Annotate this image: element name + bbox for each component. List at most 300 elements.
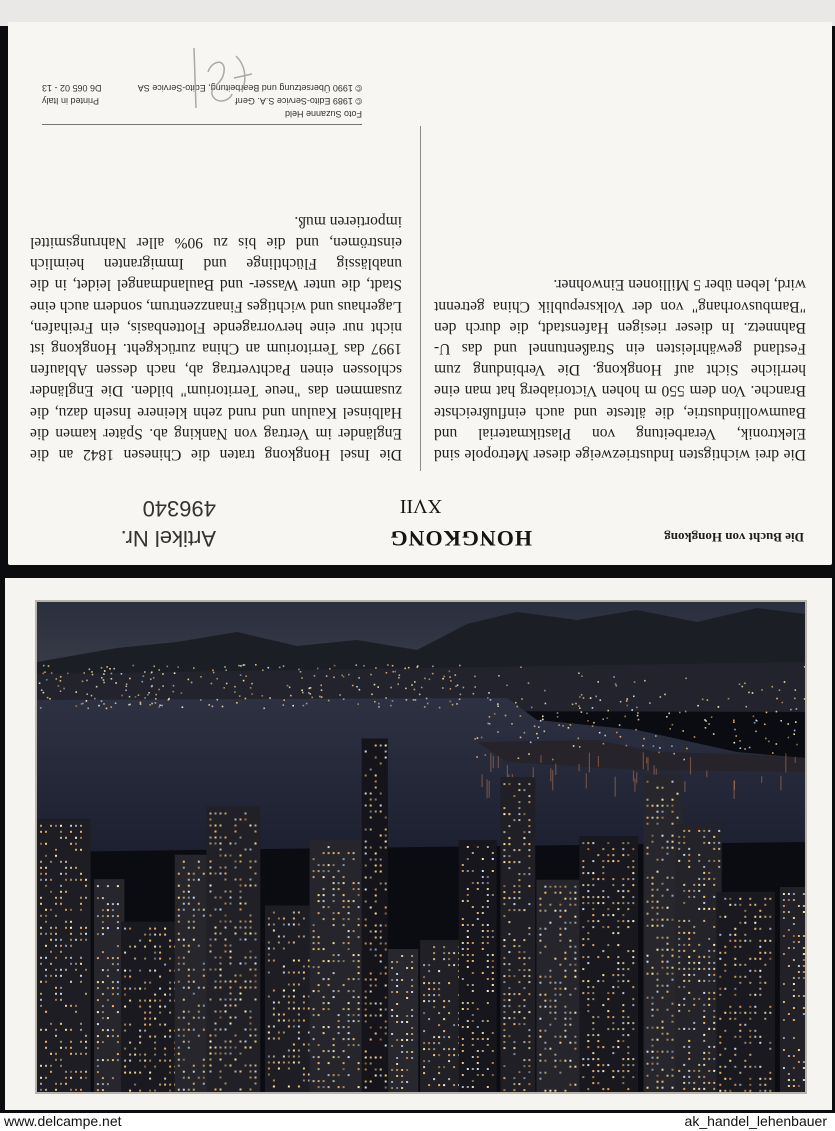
tower-window [657,787,659,789]
tower-window [487,954,489,956]
tower-window [428,1018,430,1020]
footer-source: www.delcampe.net [4,1113,122,1129]
shore-light [234,691,236,693]
tower-window [503,843,505,845]
tower-window [215,825,217,827]
tower-window [220,1047,222,1049]
tower-window [734,964,736,966]
shore-light [86,680,88,682]
tower-window [708,962,710,964]
tower-window [40,831,42,833]
shore-light [193,667,195,669]
tower-window [549,970,551,972]
tower-window [472,1002,474,1004]
tower-window [428,1042,430,1044]
tower-window [487,876,489,878]
tower-window [406,991,408,993]
tower-window [754,1030,756,1032]
tower-window [380,1075,382,1077]
tower-window [288,1062,290,1064]
shore-light [159,705,161,707]
tower-window [564,958,566,960]
tower-window [112,993,114,995]
tower-window [97,885,99,887]
shore-light [442,687,444,689]
tower-window [188,1089,190,1091]
tower-window [75,1005,77,1007]
shore-light [96,686,98,688]
tower-window [134,958,136,960]
tower [94,879,125,1092]
tower-window [348,1032,350,1034]
shore-light [615,683,617,685]
shore-light [301,690,303,692]
tower-window [343,1026,345,1028]
tower-window [283,924,285,926]
tower-window [559,1072,561,1074]
tower-window [617,980,619,982]
shore-light [39,682,41,684]
tower-window [582,842,584,844]
tower-window [245,957,247,959]
tower-window [729,1018,731,1020]
tower-window [472,1032,474,1034]
shore-light [212,670,214,672]
tower-window [154,1066,156,1068]
tower-window [632,860,634,862]
tower-window [323,864,325,866]
tower-window [719,1072,721,1074]
tower-window [622,962,624,964]
shore-light [222,706,224,708]
tower-window [85,1053,87,1055]
tower-window [487,1020,489,1022]
tower-window [703,992,705,994]
tower-window [323,1086,325,1088]
tower-window [597,1040,599,1042]
tower-window [220,999,222,1001]
tower-window [729,934,731,936]
tower-window [703,878,705,880]
tower-window [154,928,156,930]
tower-window [220,855,222,857]
tower-window [210,999,212,1001]
shore-light [126,686,128,688]
tower-window [724,1066,726,1068]
tower-window [672,835,674,837]
tower-window [672,967,674,969]
shore-light [103,682,105,684]
tower-window [453,952,455,954]
photo-caption: Die Bucht von Hongkong [664,530,804,545]
tower-window [539,1030,541,1032]
tower-window [607,908,609,910]
tower-window [85,969,87,971]
tower-window [544,1042,546,1044]
tower-window [220,873,222,875]
tower-window [333,876,335,878]
tower-window [65,945,67,947]
tower-window [487,888,489,890]
tower-window [60,939,62,941]
tower-window [154,1090,156,1092]
tower-window [622,992,624,994]
tower-window [708,998,710,1000]
tower-window [438,1084,440,1086]
tower-window [149,1060,151,1062]
tower-window [375,913,377,915]
tower-window [198,1017,200,1019]
tower-window [385,751,387,753]
tower-window [215,873,217,875]
tower-window [50,975,52,977]
tower-window [139,970,141,972]
tower-window [448,1078,450,1080]
tower-window [45,945,47,947]
shore-light [804,698,805,700]
tower-window [528,957,530,959]
tower-window [587,920,589,922]
tower-window [240,1071,242,1073]
shore-light [485,754,487,756]
tower-window [602,1004,604,1006]
tower-window [652,1057,654,1059]
tower-window [215,927,217,929]
tower-window [627,908,629,910]
tower-window [102,909,104,911]
tower-window [734,940,736,942]
tower-window [283,936,285,938]
shore-light [128,704,130,706]
tower-window [215,1011,217,1013]
shore-light [76,705,78,707]
shore-light [358,677,360,679]
shore-light [784,681,786,683]
tower-window [144,1024,146,1026]
tower-window [793,947,795,949]
tower-window [80,975,82,977]
tower-window [467,1008,469,1010]
tower-window [102,915,104,917]
tower-window [523,1089,525,1091]
tower-window [539,940,541,942]
tower-window [703,842,705,844]
tower-window [318,984,320,986]
tower-window [698,968,700,970]
tower-window [597,1034,599,1036]
tower-window [358,1062,360,1064]
tower-window [724,1078,726,1080]
tower-window [169,988,171,990]
credit-printed-in: Printed in Italy [42,96,100,106]
tower-window [528,831,530,833]
tower-window [677,817,679,819]
tower-window [293,1002,295,1004]
shore-light [476,756,478,758]
tower-window [719,1090,721,1092]
tower-window [245,987,247,989]
tower-window [739,976,741,978]
tower-window [298,936,300,938]
tower-window [549,1024,551,1026]
tower-window [477,1056,479,1058]
tower-window [370,979,372,981]
tower-window [117,915,119,917]
tower-window [438,982,440,984]
tower-window [749,1036,751,1038]
tower-window [657,973,659,975]
tower-window [622,1022,624,1024]
shore-light [624,716,626,718]
tower-window [647,805,649,807]
shore-light [772,686,774,688]
tower-window [652,907,654,909]
shore-light [413,699,415,701]
tower-window [647,877,649,879]
tower-window [154,952,156,954]
tower-window [353,1044,355,1046]
tower-window [513,819,515,821]
tower-window [652,973,654,975]
tower-window [370,769,372,771]
shore-light [155,698,157,700]
tower-window [544,1030,546,1032]
tower-window [391,967,393,969]
tower-window [255,963,257,965]
tower-window [554,1018,556,1020]
tower-window [683,968,685,970]
tower-window [708,980,710,982]
tower-window [230,897,232,899]
tower-window [278,918,280,920]
tower-window [144,988,146,990]
tower-window [592,1016,594,1018]
tower-window [587,986,589,988]
shore-light [620,736,622,738]
water-reflection [589,753,590,773]
tower-window [268,1038,270,1040]
credit-code: D6 065 02 - 13 [42,83,102,93]
tower-window [617,920,619,922]
tower-window [528,885,530,887]
tower-window [657,811,659,813]
shore-light [481,737,483,739]
tower-window [60,891,62,893]
tower-window [240,897,242,899]
tower-window [154,946,156,948]
tower-window [149,1090,151,1092]
tower-window [718,830,720,832]
water-reflection [706,771,707,778]
shore-light [562,725,564,727]
tower-window [569,1084,571,1086]
tower-window [358,918,360,920]
tower-window [749,1054,751,1056]
tower-window [220,1077,222,1079]
tower-window [193,1029,195,1031]
tower-window [220,867,222,869]
tower-window [657,919,659,921]
tower-window [149,934,151,936]
tower-window [338,990,340,992]
tower-window [129,1054,131,1056]
tower-window [102,897,104,899]
tower-window [708,1028,710,1030]
tower-window [107,969,109,971]
tower-window [734,1054,736,1056]
tower-window [178,1035,180,1037]
tower-window [210,837,212,839]
tower-window [40,897,42,899]
tower-window [569,994,571,996]
tower-window [60,1083,62,1085]
shore-light [473,693,475,695]
tower-window [55,825,57,827]
shore-light [581,694,583,696]
tower-window [688,896,690,898]
tower-window [401,1075,403,1077]
tower-window [472,924,474,926]
shore-light [572,704,574,706]
tower-window [428,994,430,996]
shore-light [290,695,292,697]
tower-window [564,976,566,978]
tower-window [769,928,771,930]
tower-window [612,1070,614,1072]
tower-window [574,916,576,918]
tower-window [338,954,340,956]
shore-light [497,731,499,733]
tower-window [215,909,217,911]
tower-window [188,1047,190,1049]
tower-window [597,902,599,904]
tower-window [391,979,393,981]
tower-window [564,886,566,888]
tower-window [564,1036,566,1038]
tower-window [703,872,705,874]
tower-window [678,926,680,928]
tower-window [688,866,690,868]
tower-window [318,1014,320,1016]
tower-window [713,842,715,844]
tower-window [318,1056,320,1058]
tower-window [385,997,387,999]
tower-window [112,963,114,965]
tower-window [554,1012,556,1014]
tower-window [423,1042,425,1044]
credits-rule [42,124,362,125]
tower-window [215,897,217,899]
tower-window [513,975,515,977]
tower-window [683,944,685,946]
shore-light [579,696,581,698]
shore-light [334,665,336,667]
tower-window [503,1041,505,1043]
tower-window [149,1006,151,1008]
tower-window [764,952,766,954]
tower-window [793,899,795,901]
tower-window [60,1047,62,1049]
tower-window [50,879,52,881]
tower-window [482,936,484,938]
postcard-title: HONGKONG [389,526,532,551]
tower-window [662,961,664,963]
shore-light [734,729,736,731]
tower-window [423,964,425,966]
tower-window [240,1089,242,1091]
tower-window [164,1060,166,1062]
tower-window [467,888,469,890]
tower-window [587,938,589,940]
shore-light [450,680,452,682]
tower-window [273,924,275,926]
tower-window [333,912,335,914]
tower-window [592,896,594,898]
water-reflection [498,756,499,768]
tower-window [188,903,190,905]
tower-window [298,1038,300,1040]
tower-window [169,1030,171,1032]
tower-window [333,960,335,962]
tower-window [358,972,360,974]
shore-light [637,712,639,714]
tower-window [97,1071,99,1073]
tower-window [338,1074,340,1076]
tower-window [683,1082,685,1084]
tower-window [401,1087,403,1089]
tower-window [678,848,680,850]
tower-window [574,892,576,894]
tower-window [764,964,766,966]
tower-window [698,860,700,862]
shore-light [739,683,741,685]
tower-window [574,946,576,948]
tower-window [492,870,494,872]
tower-window [448,952,450,954]
tower-window [85,1041,87,1043]
tower-window [793,923,795,925]
tower-window [582,968,584,970]
tower-window [503,975,505,977]
tower-window [544,976,546,978]
tower-window [719,1018,721,1020]
shore-light [87,708,89,710]
tower-window [97,957,99,959]
tower-window [764,1084,766,1086]
water-reflection [761,776,762,783]
tower-window [688,1052,690,1054]
tower-window [617,962,619,964]
tower-window [683,932,685,934]
harbour-night-photo [35,600,807,1094]
tower-window [358,906,360,908]
tower-window [769,1090,771,1092]
tower-window [597,920,599,922]
shore-light [474,676,476,678]
tower-window [528,1059,530,1061]
tower-window [647,955,649,957]
tower-window [370,949,372,951]
tower-window [492,954,494,956]
tower-window [188,1041,190,1043]
tower-window [472,984,474,986]
tower-window [554,886,556,888]
tower-window [467,960,469,962]
tower-body [37,819,91,1092]
shore-light [672,724,674,726]
tower-window [592,998,594,1000]
tower-window [703,908,705,910]
